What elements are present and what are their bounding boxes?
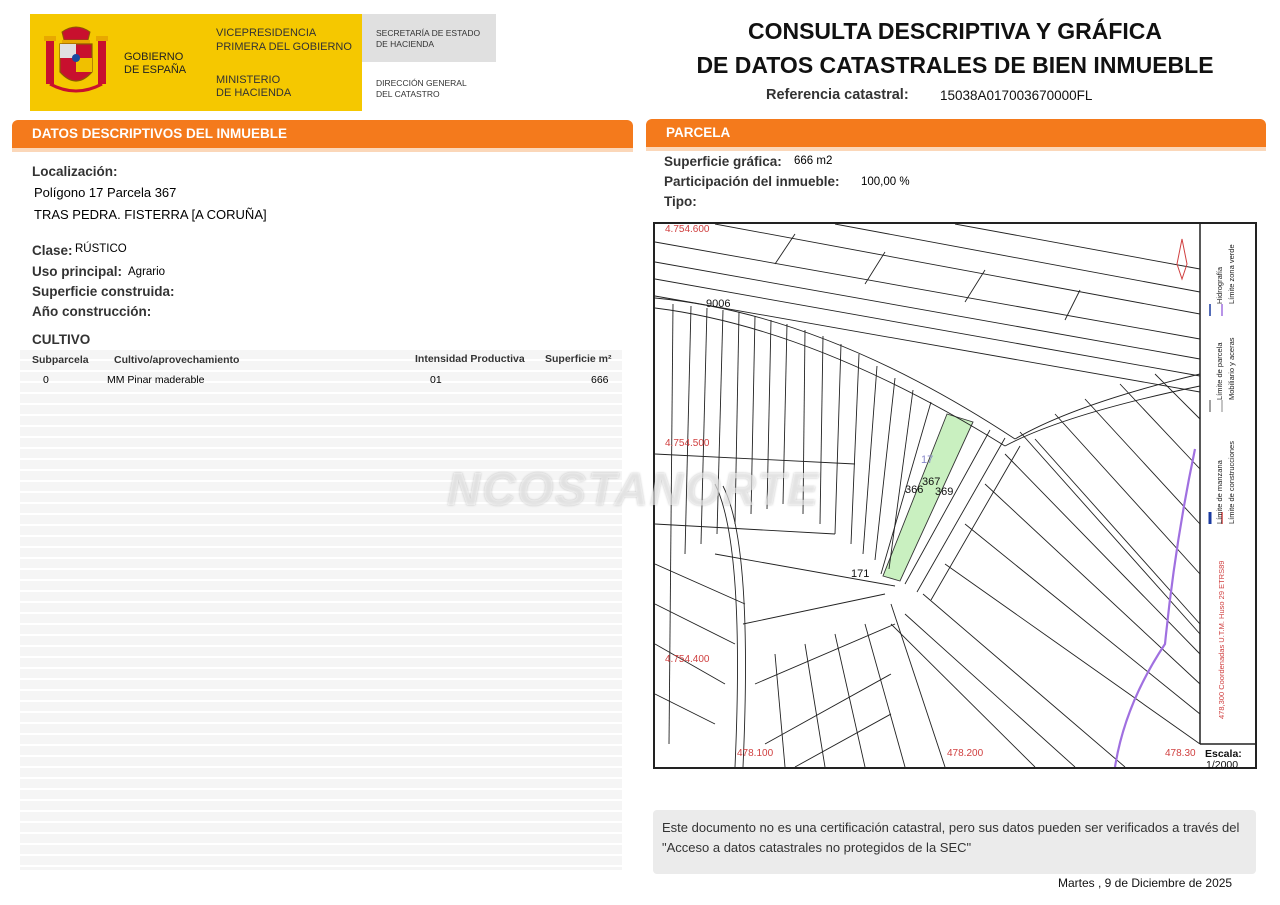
table-row-superficie: 666 <box>591 374 609 386</box>
coord-east-2: 478.200 <box>947 748 984 759</box>
coord-north-top: 4.754.600 <box>665 224 710 235</box>
clase-label: Clase: <box>32 243 73 258</box>
coord-north-bottom: 4.754.400 <box>665 654 710 665</box>
coord-north-mid: 4.754.500 <box>665 438 710 449</box>
section-underline <box>12 148 633 152</box>
referencia-value: 15038A017003670000FL <box>940 88 1093 103</box>
secretaria-text: SECRETARÍA DE ESTADO DE HACIENDA <box>376 28 481 49</box>
vicepresidencia-text: VICEPRESIDENCIA PRIMERA DEL GOBIERNO <box>216 27 352 53</box>
participacion-value: 100,00 % <box>861 176 910 188</box>
parcel-367-shape <box>883 414 973 581</box>
cultivo-title: CULTIVO <box>32 332 91 347</box>
disclaimer-text: Este documento no es una certificación catastral, pero sus datos pueden ser verificados a través del "Acceso a datos catastrales no protegidos de la SEC" <box>662 820 1240 855</box>
referencia-label: Referencia catastral: <box>766 87 909 103</box>
cultivo-table <box>20 350 622 870</box>
document-title <box>660 14 1250 82</box>
legend-mobiliario: Mobiliario y aceras <box>1227 337 1236 400</box>
superficie-grafica-label: Superficie gráfica: <box>664 154 782 169</box>
datos-descriptivos-header: DATOS DESCRIPTIVOS DEL INMUEBLE <box>12 120 633 148</box>
legend-zona-verde: Límite zona verde <box>1227 244 1236 304</box>
uso-principal-value: Agrario <box>128 266 166 278</box>
document-date: Martes , 9 de Diciembre de 2025 <box>1058 876 1233 890</box>
localizacion-line-1: Polígono 17 Parcela 367 <box>34 185 177 200</box>
legend-hidrografia: Hidrografía <box>1215 266 1224 304</box>
coord-east-3: 478.30 <box>1165 748 1196 759</box>
parcela-underline <box>646 147 1266 151</box>
parcel-label-17: 17 <box>921 454 934 466</box>
clase-value: RÚSTICO <box>75 243 127 255</box>
watermark-text: NCOSTANORTE <box>447 463 820 515</box>
col-subparcela: Subparcela <box>32 354 89 366</box>
escala-label: Escala: <box>1205 748 1242 760</box>
superficie-construida-label: Superficie construida: <box>32 284 175 299</box>
parcela-header: PARCELA <box>646 119 1266 147</box>
table-row-subparcela: 0 <box>43 374 49 386</box>
gobierno-espana-text: GOBIERNO DE ESPAÑA <box>124 51 187 76</box>
escala-value: 1/2000 <box>1206 759 1239 771</box>
col-intensidad: Intensidad Productiva <box>415 353 525 365</box>
parcel-label-367: 367 <box>922 476 941 488</box>
tipo-label: Tipo: <box>664 194 697 209</box>
north-arrow-icon <box>1177 239 1187 279</box>
title-line-2: DE DATOS CATASTRALES DE BIEN INMUEBLE <box>696 52 1214 78</box>
participacion-label: Participación del inmueble: <box>664 174 840 189</box>
superficie-grafica-value: 666 m2 <box>794 155 833 167</box>
legend-utm-coords: 478,300 Coordenadas U.T.M. Huso 29 ETRS89 <box>1217 560 1226 719</box>
col-cultivo: Cultivo/aprovechamiento <box>114 354 240 366</box>
uso-principal-label: Uso principal: <box>32 264 123 279</box>
coord-east-1: 478.100 <box>737 748 774 759</box>
coat-of-arms-icon <box>42 24 110 98</box>
parcel-label-9006: 9006 <box>706 298 731 310</box>
direccion-catastro-text: DIRECCIÓN GENERAL DEL CATASTRO <box>376 78 467 99</box>
localizacion-label: Localización: <box>32 164 118 179</box>
parcel-label-366: 366 <box>905 484 924 496</box>
parcel-label-171: 171 <box>851 568 870 580</box>
table-row-cultivo: MM Pinar maderable <box>107 374 205 386</box>
anio-construccion-label: Año construcción: <box>32 304 152 319</box>
title-line-1: CONSULTA DESCRIPTIVA Y GRÁFICA <box>747 18 1163 44</box>
parcel-label-369: 369 <box>935 486 954 498</box>
legend-manzana: Límite de manzana <box>1215 460 1224 524</box>
ministerio-text: MINISTERIO DE HACIENDA <box>216 74 292 99</box>
legend-parcela: Límite de parcela <box>1215 342 1224 400</box>
legend-construcciones: Límite de construcciones <box>1227 441 1236 524</box>
table-row-intensidad: 01 <box>430 374 442 386</box>
localizacion-line-2: TRAS PEDRA. FISTERRA [A CORUÑA] <box>34 207 267 222</box>
col-superficie: Superficie m² <box>545 353 612 365</box>
